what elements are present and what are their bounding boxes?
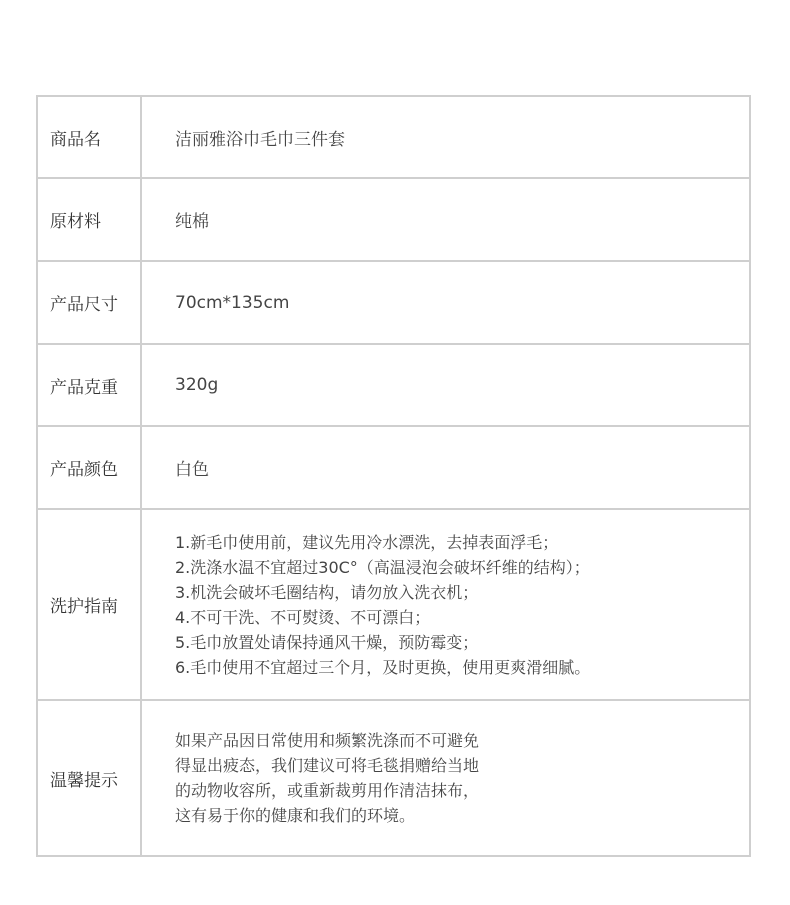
spec-label: 产品颜色 xyxy=(38,427,142,508)
tips-line: 得显出疲态，我们建议可将毛毯捐赠给当地 xyxy=(175,756,480,775)
spec-value: 70cm*135cm xyxy=(175,292,290,313)
spec-row-tips xyxy=(38,699,749,855)
spec-value xyxy=(142,510,749,699)
spec-value: 洁丽雅浴巾毛巾三件套 xyxy=(175,129,345,150)
spec-row-care-guide xyxy=(38,508,749,699)
care-guide-item: 6.毛巾使用不宜超过三个月，及时更换，使用更爽滑细腻。 xyxy=(175,657,591,677)
care-guide-item: 1.新毛巾使用前，建议先用冷水漂洗，去掉表面浮毛； xyxy=(175,532,559,552)
spec-label: 产品克重 xyxy=(38,345,142,425)
spec-value: 纯棉 xyxy=(175,212,209,232)
spec-label: 产品尺寸 xyxy=(38,262,142,343)
spec-label: 洗护指南 xyxy=(38,510,142,699)
spec-value: 320g xyxy=(175,375,219,395)
spec-row-product-name xyxy=(38,97,749,177)
spec-label: 温馨提示 xyxy=(38,701,142,855)
spec-row-material xyxy=(38,177,749,260)
spec-label: 商品名 xyxy=(38,97,142,177)
care-guide-item: 2.洗涤水温不宜超过30C°（高温浸泡会破坏纤维的结构）； xyxy=(175,557,590,577)
spec-value: 白色 xyxy=(175,460,209,480)
spec-label: 原材料 xyxy=(38,179,142,260)
care-guide-item: 3.机洗会破坏毛圈结构，请勿放入洗衣机； xyxy=(175,582,479,602)
tips-line: 这有易于你的健康和我们的环境。 xyxy=(175,806,416,825)
spec-row-size xyxy=(38,260,749,343)
spec-row-weight xyxy=(38,343,749,425)
tips-line: 如果产品因日常使用和频繁洗涤而不可避免 xyxy=(175,731,480,750)
care-guide-item: 4.不可干洗、不可熨烫、不可漂白； xyxy=(175,607,431,627)
care-guide-list xyxy=(175,530,590,680)
care-guide-item: 5.毛巾放置处请保持通风干燥，预防霉变； xyxy=(175,632,479,652)
tips-text xyxy=(175,728,479,828)
spec-row-color xyxy=(38,425,749,508)
product-spec-table xyxy=(36,95,751,857)
tips-line: 的动物收容所，或重新裁剪用作清洁抹布， xyxy=(175,781,480,800)
spec-value xyxy=(142,701,749,855)
